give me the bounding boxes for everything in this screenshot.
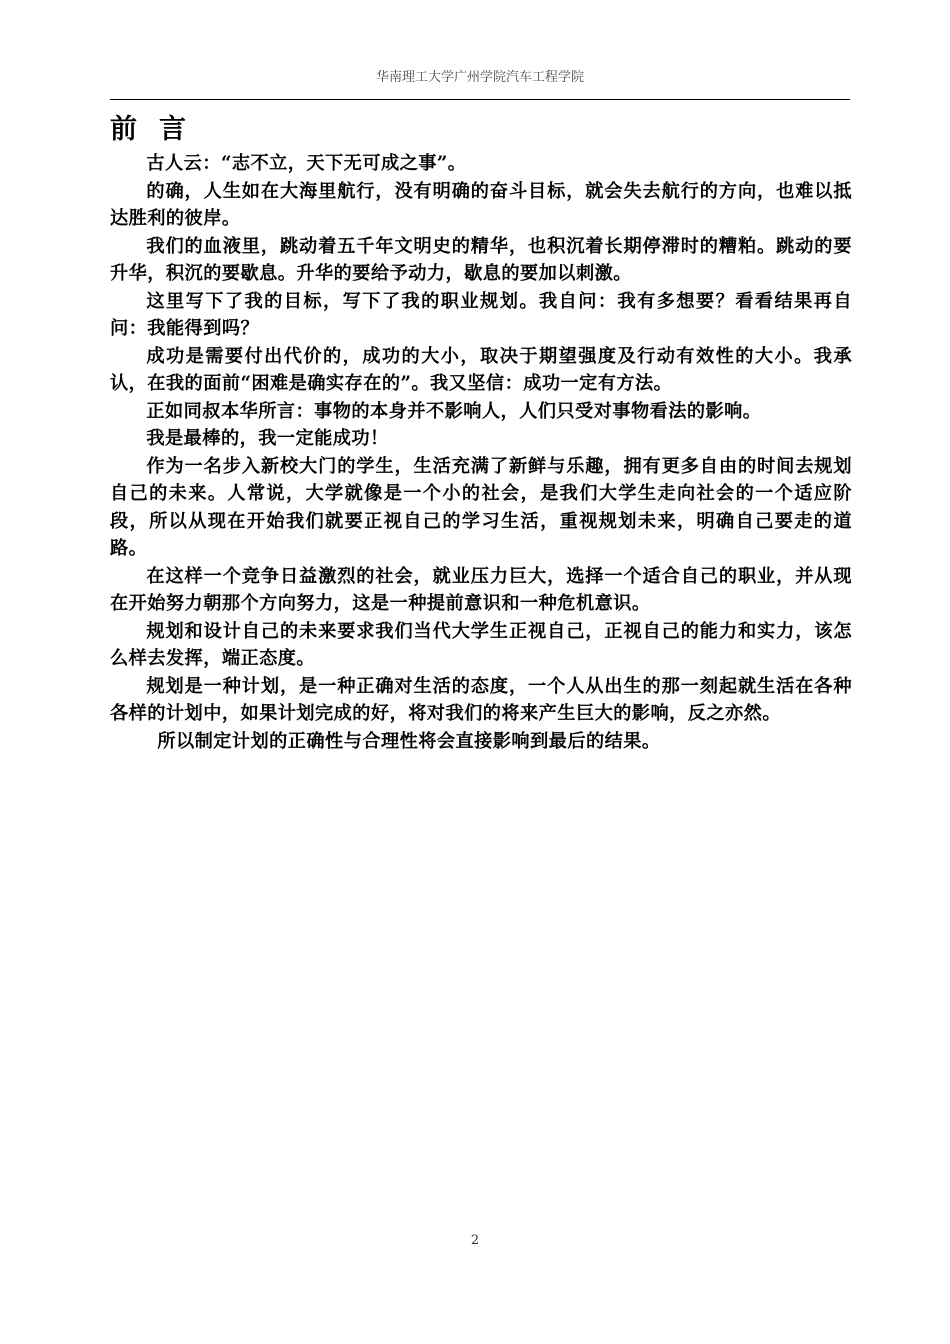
paragraph-10: 规划和设计自己的未来要求我们当代大学生正视自己，正视自己的能力和实力，该怎么样去发挥，端正态度。 bbox=[110, 620, 852, 669]
paragraph-2: 的确，人生如在大海里航行，没有明确的奋斗目标，就会失去航行的方向，也难以抵达胜利的彼岸。 bbox=[110, 180, 852, 229]
paragraph-3: 我们的血液里，跳动着五千年文明史的精华，也积沉着长期停滞时的糟粕。跳动的要升华，积沉的要歇息。升华的要给予动力，歇息的要加以刺激。 bbox=[110, 235, 852, 284]
page-header: 华南理工大学广州学院汽车工程学院 bbox=[375, 70, 584, 85]
paragraph-5: 成功是需要付出代价的，成功的大小，取决于期望强度及行动有效性的大小。我承认，在我的面前“困难是确实存在的”。我又坚信：成功一定有方法。 bbox=[110, 345, 852, 394]
paragraph-9: 在这样一个竞争日益激烈的社会，就业压力巨大，选择一个适合自己的职业，并从现在开始努力朝那个方向努力，这是一种提前意识和一种危机意识。 bbox=[110, 565, 852, 614]
paragraph-12: 所以制定计划的正确性与合理性将会直接影响到最后的结果。 bbox=[157, 730, 661, 752]
paragraph-7: 我是最棒的，我一定能成功！ bbox=[146, 428, 389, 449]
document-title: 前言 bbox=[110, 114, 208, 145]
paragraph-6: 正如同叔本华所言：事物的本身并不影响人，人们只受对事物看法的影响。 bbox=[146, 400, 762, 422]
body-text bbox=[110, 150, 852, 755]
page-number: 2 bbox=[470, 1233, 480, 1248]
header-divider bbox=[110, 99, 850, 100]
paragraph-1: 古人云：“志不立，天下无可成之事”。 bbox=[146, 153, 467, 174]
paragraph-4: 这里写下了我的目标，写下了我的职业规划。我自问：我有多想要？看看结果再自问：我能得到吗？ bbox=[110, 290, 852, 339]
paragraph-11: 规划是一种计划，是一种正确对生活的态度，一个人从出生的那一刻起就生活在各种各样的计划中，如果计划完成的好，将对我们的将来产生巨大的影响，反之亦然。 bbox=[110, 675, 852, 724]
paragraph-8: 作为一名步入新校大门的学生，生活充满了新鲜与乐趣，拥有更多自由的时间去规划自己的未来。人常说，大学就像是一个小的社会，是我们大学生走向社会的一个适应阶段，所以从现在开始我们就要正视自己的学习生活，重视规划未来，明确自己要走的道路。 bbox=[110, 455, 852, 559]
